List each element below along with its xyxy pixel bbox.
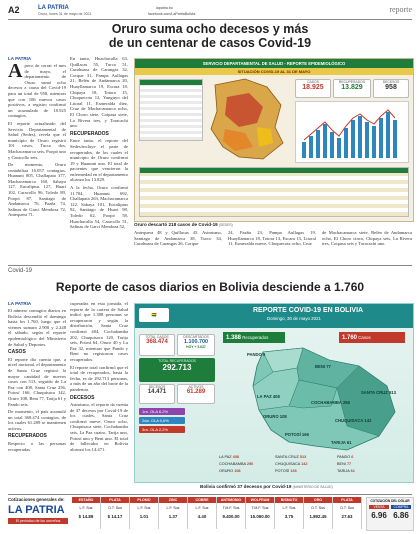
commodity-cell: [101, 497, 130, 529]
commodity-cell: [217, 497, 246, 529]
article2-caption: [200, 484, 333, 489]
total-name: PANDO: [337, 455, 351, 459]
region-beni: [315, 364, 331, 369]
commodity-value: 1.892.45: [309, 514, 327, 519]
infographic2-date: Domingo, 30 de mayo 2021: [267, 316, 321, 321]
wave-item: 3ra. OLA 2,2%: [139, 426, 185, 433]
table-header-bar: [140, 80, 202, 85]
masthead-logo: LA PATRIA: [38, 5, 69, 11]
region-casos: 513: [388, 390, 396, 395]
compra-value: 6.86: [393, 511, 409, 520]
ticker-logo: LA PATRIA: [8, 504, 65, 516]
region-casos: 166: [301, 432, 309, 437]
commodity-name: ANTIMONIO: [217, 497, 245, 503]
region-name: BENI: [315, 364, 326, 369]
commodity-cell: [246, 497, 275, 529]
kpi-label: DECESOS: [382, 80, 400, 84]
stat-label: ACTIVOS: [188, 385, 204, 389]
total-recuperados-box: [139, 358, 215, 382]
wave-item: 1ra. OLA 6,2%: [139, 408, 185, 415]
market-ticker: [8, 497, 412, 531]
total-item: [337, 468, 355, 474]
stat-value: 368.474: [146, 339, 168, 345]
commodity-value: 9.400.00: [222, 514, 240, 519]
caption-source: (MINISTERIO DE SALUD): [292, 485, 333, 489]
total-value: 166: [290, 469, 297, 473]
paragraph: Asimismo, el reporte da cuenta de 37 decesos por Covid-19 de los cuales, Santa Cruz confirmó nueve, Oruro ocho, Chuquisaca siete, Cochabamba seis, La Paz cuatro, Tarija uno, Potosí uno y Beni uno. El total de fallecidos en Bolivia alcanzó los 14.471.: [70, 402, 128, 452]
region-name: TARIJA: [331, 440, 346, 445]
article2-column-2: [70, 301, 128, 454]
region-oruro: [263, 414, 287, 419]
total-value: 77: [346, 462, 352, 466]
commodity-value: 1.37: [168, 514, 178, 519]
oruro-report-infographic: [134, 58, 414, 222]
total-value: 142: [301, 462, 308, 466]
nuevos-label: Recuperados: [242, 335, 269, 340]
article2-byline: LA PATRIA: [8, 301, 32, 306]
region-casos: 6: [262, 352, 266, 357]
total-name: POTOSÍ: [275, 469, 290, 473]
stat-label: TOTAL CASOS: [145, 335, 169, 339]
section-label: reporte: [389, 5, 412, 14]
commodity-unit: O.T. Sus: [311, 506, 325, 510]
commodity-cell: [72, 497, 101, 529]
drop-cap: A: [8, 60, 23, 82]
article2-headline: Reporte de casos diarios en Bolivia desciende a 1.760: [55, 280, 365, 294]
summary-table-header: [140, 168, 408, 173]
commodity-unit: L.F. Sus: [282, 506, 296, 510]
summary-table: [139, 167, 409, 217]
municipality-table: [139, 79, 203, 141]
paragraph: De momento, Oruro contabiliza 16.057 contagios, Huanuni 805, Challapata 377, Machacamarca 160, Sabaya 127, Eucaliptus 127, Huari 102, Caracollo 96, Toledo 89, Poopó 87, Santiago de Andamarca 76, Pazña 74, Salinas de Garci Mendoza 72, Antequera 71.: [8, 162, 66, 218]
total-name: ORURO: [219, 469, 234, 473]
website-link[interactable]: lapatria.bo: [156, 6, 173, 10]
header-rule: [8, 19, 412, 20]
total-item: [275, 461, 308, 467]
subheading-recuperados: RECUPERADOS: [8, 433, 47, 440]
stat-value: 14.471: [147, 389, 167, 395]
commodity-value: $ 14.89: [78, 514, 94, 519]
total-name: SANTA CRUZ: [275, 455, 299, 459]
stat-value: 61.289: [186, 389, 206, 395]
dollar-title: COTIZACIÓN DEL DÓLAR: [370, 499, 410, 503]
commodity-unit: O.T. Sus: [108, 506, 122, 510]
ticker-label: Cotizaciones generales de:: [8, 497, 65, 502]
page-number: A2: [8, 5, 20, 15]
commodity-unit: O.T. Sus: [340, 506, 354, 510]
commodity-cell: [159, 497, 188, 529]
paragraph: El reporte dio cuenta que, a nivel nacional, el departamento de Santa Cruz registró la mayor cantidad de nuevos casos con 513, seguido de La Paz con 408, Santa Cruz 256, Potosí 166, Chuquisaca 142, Oruro 108, Beni 77, Tarija 61 y Pando seis.: [8, 356, 66, 407]
region-casos: 408: [272, 394, 280, 399]
commodity-unit: L.F. Sus: [166, 506, 180, 510]
infographic-subheader: SITUACIÓN COVID-19 AL 31 DE MAYO: [135, 68, 413, 75]
region-name: COCHABAMBA: [311, 400, 342, 405]
headline-line-2: de un centenar de casos Covid-19: [108, 36, 312, 50]
commodity-cell: [188, 497, 217, 529]
commodity-unit: L.F. Sus: [137, 506, 151, 510]
total-value: 408: [232, 455, 239, 459]
activos-box: [177, 384, 215, 404]
region-cochabamba: [311, 400, 350, 405]
region-casos: 61: [346, 440, 352, 445]
ticker-rule: [8, 494, 412, 495]
dollar-box: [366, 497, 414, 531]
paragraph: A la fecha, Oruro confirmó 11.704, Huanuni 692, Challapata 263, Machacamarca 122, Sabaya 101, Eucaliptus 92, Santiago de Huari 98, Toledo 62, Poopó 58, Huachacalla 54, Caracollo 51, Salinas de Garci Mendoza 52,: [70, 185, 128, 230]
paragraph: Respecto a las personas recuperadas: [8, 441, 66, 452]
paragraph: El reporte actualizado del Servicio Departamental de Salud (Sedes), revela que el municipio de Oruro registró 101 casos, Turco dos, Machacamarca seis, Poopó uno y Caracollo seis.: [8, 120, 66, 160]
article1-column-1: [8, 60, 66, 220]
paragraph: cuperadas en esta jornada, el reporte de la cartera de Salud indicó que 1.388 personas se recuperaron y según la distribución, Santa Cruz confirmó 404, Cochabamba 202, Chuquisaca 120, Tarija seis, Potosí 64, Oruro 40 y La Paz 32, mientras que Pando y Beni no registraron casos recuperados.: [70, 301, 128, 362]
department-totals: [219, 454, 409, 478]
region-pando: [247, 352, 265, 357]
paragraph: En tanto, Huachacalla 63, Quillacas 55, Turco 51, Curahuara de Carangas 32, Corque 31, Pampa Aullagas 21, Belén de Andamarca 20, Huayllamarca 19, Escara 18, Chipaya 18, Totora 15, Choquecota 12, Yunguyo del Litoral 11, Esmeralda diez, Cruz de Machacamarca ocho, El Choro siete, Coipasa siete, La Rivera tres, y Toracachi uno.: [70, 56, 128, 129]
nuevos-casos-bar: [339, 332, 405, 343]
region-tarija: [331, 440, 352, 445]
header-date: Oruro, lunes 31 de mayo de 2021: [38, 12, 92, 16]
descartados-box: [177, 334, 215, 356]
commodity-cell: [130, 497, 159, 529]
commodity-name: WOLFRAM: [246, 497, 274, 503]
region-casos: 256: [342, 400, 350, 405]
total-item: [275, 454, 306, 460]
commodity-name: ORO: [304, 497, 332, 503]
commodity-name: BISMUTO: [275, 497, 303, 503]
total-value: 256: [246, 462, 254, 466]
article1-bottom-col-2: 24, Pazña 23, Pampa Aullagas 19, Huayllamarca 18, Totora 13, Escara 13, Litoral 11, Esmeralda nueve, Choquecota ocho, Cruz: [228, 230, 316, 247]
stat-label: TOTAL RECUPERADOS: [158, 359, 196, 363]
commodity-unit: L.F. Sus: [79, 506, 93, 510]
region-name: SANTA CRUZ: [361, 390, 388, 395]
section-divider: [8, 265, 412, 266]
commodity-table: [72, 497, 362, 529]
lead-paragraph: poco de cerrar el mes de mayo, el departamento de Oruro sumó ocho decesos a causa del Covid-19 para un total de 958, mientras que con 106 nuevos casos positivos, a registro confirmó un acumulado de 18.925 contagios.: [8, 63, 66, 119]
stats-panel: [139, 334, 213, 474]
venta-value: 6.96: [371, 511, 387, 520]
total-name: COCHABAMBA: [219, 462, 246, 466]
kpi-label: CASOS: [307, 80, 319, 84]
total-value: 108: [234, 469, 241, 473]
total-item: [219, 461, 253, 467]
trend-chart: [295, 101, 409, 163]
infographic-header: SERVICIO DEPARTAMENTAL DE SALUD - REPORTE EPIDEMIOLÓGICO: [135, 59, 413, 68]
stat-label: DESCARTADOS: [183, 335, 209, 339]
subheading-recuperados: RECUPERADOS: [70, 130, 109, 137]
total-value: 513: [299, 455, 307, 459]
commodity-value: 1.01: [139, 514, 149, 519]
article1-bottom-col-1: Antequera 48 y Quillacas 45. Asimismo, Santiago de Andamarca 38, Turco 34, Curahuara de Carangas 26, Corque: [134, 230, 222, 247]
paragraph: Entre tanto, el reporte del Sedes/incluye el parte de recuperados, de los cuales el municipio de Oruro confirmó 19 y Huanuni uno. El total de pacientes que vencieron la enfermedad en el departamento alcanza los 13.829.: [70, 138, 128, 183]
commodity-value: 15.050.00: [250, 514, 270, 519]
total-name: TARIJA: [337, 469, 350, 473]
stat-delta: HOY + 5.637: [186, 345, 206, 349]
commodity-unit: T.M.F. Sus: [222, 506, 240, 510]
region-casos: 142: [364, 418, 372, 423]
infographic2-title: REPORTE COVID-19 EN BOLIVIA: [253, 307, 364, 314]
section-tag: Covid-19: [8, 268, 33, 274]
subheading-casos: CASOS: [8, 349, 26, 356]
commodity-value: 4.40: [197, 514, 207, 519]
total-item: [219, 454, 239, 460]
total-name: CHUQUISACA: [275, 462, 301, 466]
total-value: 6: [351, 455, 354, 459]
page-header: [8, 5, 412, 19]
total-casos-box: [139, 334, 175, 356]
kpi-decesos: [373, 79, 409, 98]
total-item: [337, 454, 353, 460]
commodity-value: 3.75: [284, 514, 294, 519]
region-potosi: [285, 432, 309, 437]
caption-text: Bolivia confirmó 37 decesos por Covid-19: [200, 484, 292, 489]
stat-value: 292.713: [162, 363, 192, 372]
region-name: PANDO: [247, 352, 262, 357]
commodity-cell: [275, 497, 304, 529]
commodity-unit: T.M.F. Sus: [251, 506, 269, 510]
nuevos-recuperados-bar: [223, 332, 285, 343]
facebook-link[interactable]: facebook.com/LaPatriaBolivia: [148, 12, 196, 16]
region-chuquisaca: [335, 418, 371, 423]
article1-byline: LA PATRIA: [8, 56, 32, 61]
total-item: [337, 461, 351, 467]
caption-source: (SEDES): [219, 223, 233, 227]
compra-label: COMPRA: [391, 505, 411, 509]
total-value: 61: [350, 469, 355, 473]
paragraph: El reporte total confirmó que el total de recuperados, hasta la fecha, es de 292.713 personas, a más de un año del brote de la pandemia.: [70, 364, 128, 392]
casos-label: Casos: [358, 335, 371, 340]
kpi-recuperados: [333, 79, 371, 98]
region-la-paz: [257, 394, 280, 399]
kpi-value: 18.925: [302, 84, 324, 91]
commodity-name: COBRE: [188, 497, 216, 503]
ministry-logo: 🇧🇴: [139, 308, 169, 322]
commodity-name: ESTAÑO: [72, 497, 100, 503]
commodity-unit: L.F. Sus: [195, 506, 209, 510]
article1-headline: [0, 22, 420, 50]
wave-item: 2da. OLA 0,6%: [139, 417, 185, 424]
region-casos: 108: [279, 414, 287, 419]
kpi-value: 13.829: [341, 84, 363, 91]
decesos-box: [139, 384, 175, 404]
headline-line-1: Oruro suma ocho decesos y más: [111, 22, 309, 36]
region-santa-cruz: [361, 390, 396, 395]
total-item: [219, 468, 241, 474]
commodity-name: PLATA: [333, 497, 361, 503]
commodity-name: ZINC: [159, 497, 187, 503]
article1-caption: [134, 222, 233, 227]
casos-value: 1.760: [342, 335, 358, 341]
paragraph: De momento, el país acumuló un total 368.474 contagios, de los cuales 61.289 se mantienen activos.: [8, 409, 66, 431]
subheading-decesos: DECESOS: [70, 394, 95, 401]
article2-column-1: [8, 308, 66, 454]
nuevos-value: 1.388: [226, 335, 242, 341]
stat-value: 1.100.700: [184, 339, 208, 345]
region-name: ORURO: [263, 414, 279, 419]
region-name: CHUQUISACA: [335, 418, 364, 423]
region-casos: 77: [326, 364, 331, 369]
commodity-value: $ 14.17: [107, 514, 123, 519]
commodity-cell: [304, 497, 333, 529]
commodity-name: PLOMO: [130, 497, 158, 503]
kpi-label: RECUPERADOS: [338, 80, 366, 84]
total-name: BENI: [337, 462, 346, 466]
ticker-tagline: El periódico de los orureños: [8, 518, 68, 524]
bolivia-report-infographic: [134, 303, 414, 483]
article1-column-2: [70, 56, 128, 232]
total-item: [275, 468, 297, 474]
region-name: LA PAZ: [257, 394, 272, 399]
kpi-casos: [295, 79, 331, 98]
commodity-value: 27.63: [341, 514, 353, 519]
venta-label: VENTA: [369, 505, 389, 509]
oruro-map: [205, 77, 289, 163]
commodity-cell: [333, 497, 362, 529]
region-name: POTOSÍ: [285, 432, 301, 437]
article1-bottom-col-3: de Machacamarca siete, Belén de Andamarca ocho, El Choro cinco, Chipaya seis, La Rivera tres, Coipasa seis y Toracachi uno.: [322, 230, 412, 247]
caption-text: Oruro descartó 218 casos de Covid-19: [134, 222, 218, 227]
total-name: LA PAZ: [219, 455, 232, 459]
commodity-name: PLATA: [101, 497, 129, 503]
paragraph: El número contagios diarios en Bolivia descendió el domingo hasta los 1.760, luego que el viernes sumara 2.900 y 2.248 el sábado, según el reporte epidemiológico del Ministerio de Salud y Deportes.: [8, 308, 66, 347]
kpi-value: 958: [385, 84, 397, 91]
waves-list: [139, 408, 185, 433]
stat-label: DECESOS: [148, 385, 166, 389]
